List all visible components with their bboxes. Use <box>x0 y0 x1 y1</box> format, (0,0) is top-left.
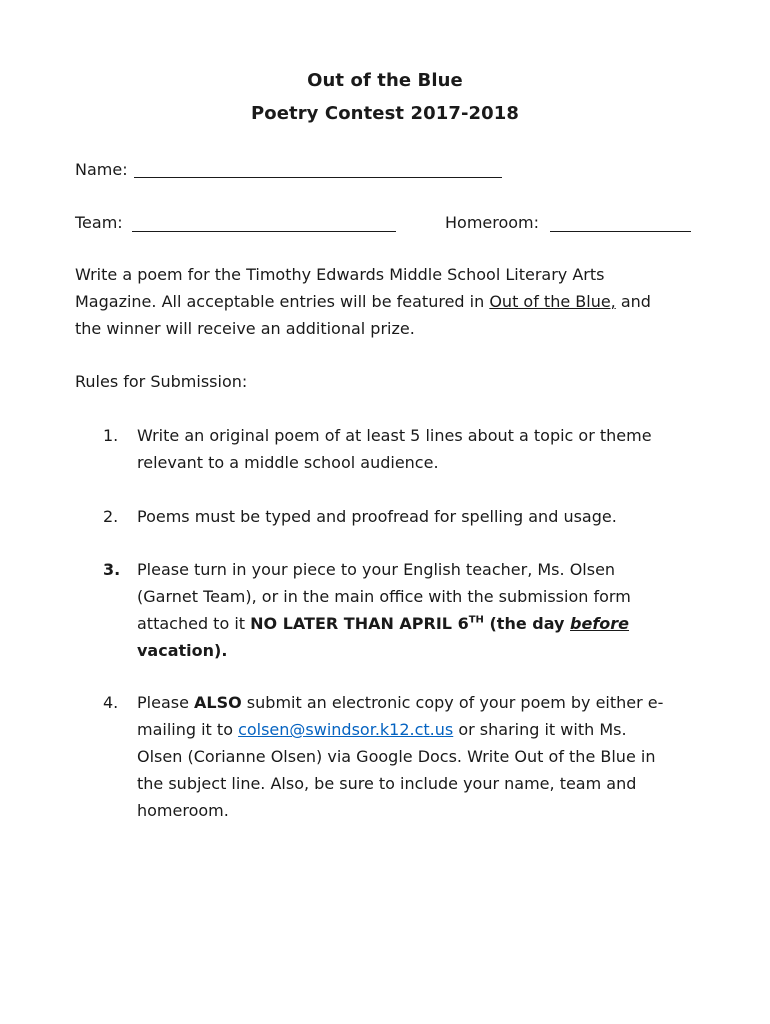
deadline-note: (the day <box>483 614 571 633</box>
team-blank-line[interactable] <box>132 231 396 232</box>
rule-number: 3. <box>103 560 121 579</box>
rule-item-4 <box>75 689 700 829</box>
rule-3-line-2: (Garnet Team), or in the main office with the submission form <box>137 587 631 606</box>
rule-4-line-4: the subject line. Also, be sure to include your name, team and <box>137 774 637 793</box>
rule-item-1 <box>75 422 700 482</box>
rule-text <box>137 422 697 476</box>
rule-3-line-3 <box>137 610 697 637</box>
name-blank-line[interactable] <box>134 177 502 178</box>
rule-4-line-1-text: Please <box>137 693 195 712</box>
rule-4-line-5: homeroom. <box>137 801 229 820</box>
intro-line-1: Write a poem for the Timothy Edwards Middle School Literary Arts <box>75 265 605 284</box>
intro-paragraph <box>75 261 715 342</box>
rule-number: 1. <box>103 426 119 445</box>
rule-2-line-1: Poems must be typed and proofread for spelling and usage. <box>137 507 617 526</box>
rule-number: 2. <box>103 507 119 526</box>
rule-4-line-1 <box>137 689 697 716</box>
rule-number: 4. <box>103 693 119 712</box>
deadline-emphasis: before <box>570 614 630 633</box>
rule-4-line-2 <box>137 716 697 743</box>
rule-text <box>137 556 697 664</box>
rule-4-line-1-end: submit an electronic copy of your poem by either e- <box>241 693 664 712</box>
also-emphasis: ALSO <box>194 693 242 712</box>
rule-item-2 <box>75 503 700 533</box>
rule-1-line-1: Write an original poem of at least 5 lines about a topic or theme <box>137 426 652 445</box>
homeroom-label: Homeroom: <box>445 213 540 232</box>
magazine-title: Out of the Blue, <box>489 292 616 311</box>
rule-text <box>137 503 697 530</box>
rules-heading: Rules for Submission: <box>75 372 248 391</box>
rule-1-line-2: relevant to a middle school audience. <box>137 453 439 472</box>
intro-line-2-text: Magazine. All acceptable entries will be featured in <box>75 292 490 311</box>
homeroom-blank-line[interactable] <box>550 231 691 232</box>
intro-line-2-end: and <box>615 292 651 311</box>
rule-3-line-4: vacation). <box>137 641 228 660</box>
intro-line-2 <box>75 288 715 315</box>
rule-3-line-1: Please turn in your piece to your English teacher, Ms. Olsen <box>137 560 616 579</box>
email-link[interactable]: colsen@swindsor.k12.ct.us <box>238 720 454 739</box>
rule-4-line-3: Olsen (Corianne Olsen) via Google Docs. Write Out of the Blue in <box>137 747 656 766</box>
deadline-ordinal: TH <box>468 614 484 626</box>
rule-4-line-2-end: or sharing it with Ms. <box>453 720 627 739</box>
intro-line-3: the winner will receive an additional prize. <box>75 319 415 338</box>
doc-subtitle: Poetry Contest 2017-2018 <box>250 103 520 124</box>
rule-text <box>137 689 697 824</box>
name-label: Name: <box>75 160 128 179</box>
rule-item-3 <box>75 556 700 668</box>
rule-3-line-3-text: attached to it <box>137 614 251 633</box>
rule-4-line-2-text: mailing it to <box>137 720 239 739</box>
team-label: Team: <box>75 213 123 232</box>
deadline-text: NO LATER THAN APRIL 6 <box>250 614 469 633</box>
doc-title: Out of the Blue <box>307 70 463 91</box>
